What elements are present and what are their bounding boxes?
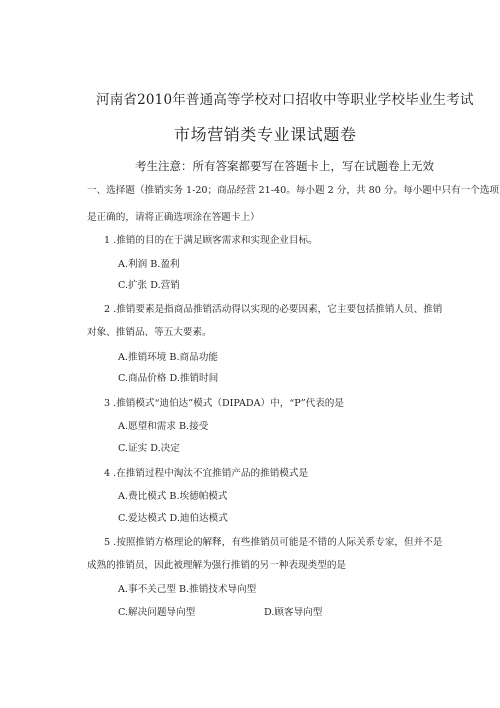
question-2-options-cd: C.商品价格 D.推销时间	[118, 373, 219, 384]
question-5-line-2: 成熟的推销员，因此被理解为强行推销的另一种表现类型的是	[87, 560, 347, 571]
exam-subtitle: 市场营销类专业课试题卷	[174, 125, 357, 144]
question-4-options-cd: C.爱达模式 D.迪伯达模式	[118, 513, 228, 524]
question-2-options-ab: A.推销环境 B.商品功能	[118, 352, 218, 363]
question-4-options-ab: A.费比模式 B.埃德帕模式	[118, 491, 228, 502]
question-3-options-cd: C.证实 D.决定	[118, 443, 180, 454]
question-1-options-cd: C.扩张 D.营销	[118, 280, 180, 291]
question-2-line-2: 对象、推销品、等五大要素。	[87, 327, 212, 338]
question-4: 4 .在推销过程中淘汰不宜推销产品的推销模式是	[104, 468, 309, 479]
section-instructions-line-2: 是正确的，请将正确选项涂在答题卡上）	[87, 212, 260, 223]
question-3-options-ab: A.愿望和需求 B.接受	[118, 421, 209, 432]
question-1: 1 .推销的目的在于满足顾客需求和实现企业目标。	[104, 235, 318, 246]
question-5-option-d: D.顾客导向型	[264, 607, 323, 618]
question-5-line-1: 5 .按照推销方格理论的解释，有些推销员可能是不错的人际关系专家，但并不是	[104, 537, 443, 548]
exam-title: 河南省2010年普通高等学校对口招收中等职业学校毕业生考试	[96, 92, 474, 108]
question-5-option-c: C.解决问题导向型	[118, 607, 196, 618]
question-2-line-1: 2 .推销要素是指商品推销活动得以实现的必要因素，它主要包括推销人员、推销	[104, 304, 443, 315]
question-1-options-ab: A.利润 B.盈利	[118, 259, 180, 270]
question-5-options-ab: A.事不关己型 B.推销技术导向型	[118, 584, 257, 595]
section-instructions-line-1: 一、选择题（推销实务 1-20；商品经营 21-40。每小题 2 分，共 80 分。每小题中只有一个选项	[87, 185, 500, 196]
question-3: 3 .推销模式“迪伯达”模式（DIPADA）中，“P”代表的是	[104, 398, 344, 409]
exam-notice: 考生注意：所有答案都要写在答题卡上，写在试题卷上无效	[135, 159, 434, 173]
